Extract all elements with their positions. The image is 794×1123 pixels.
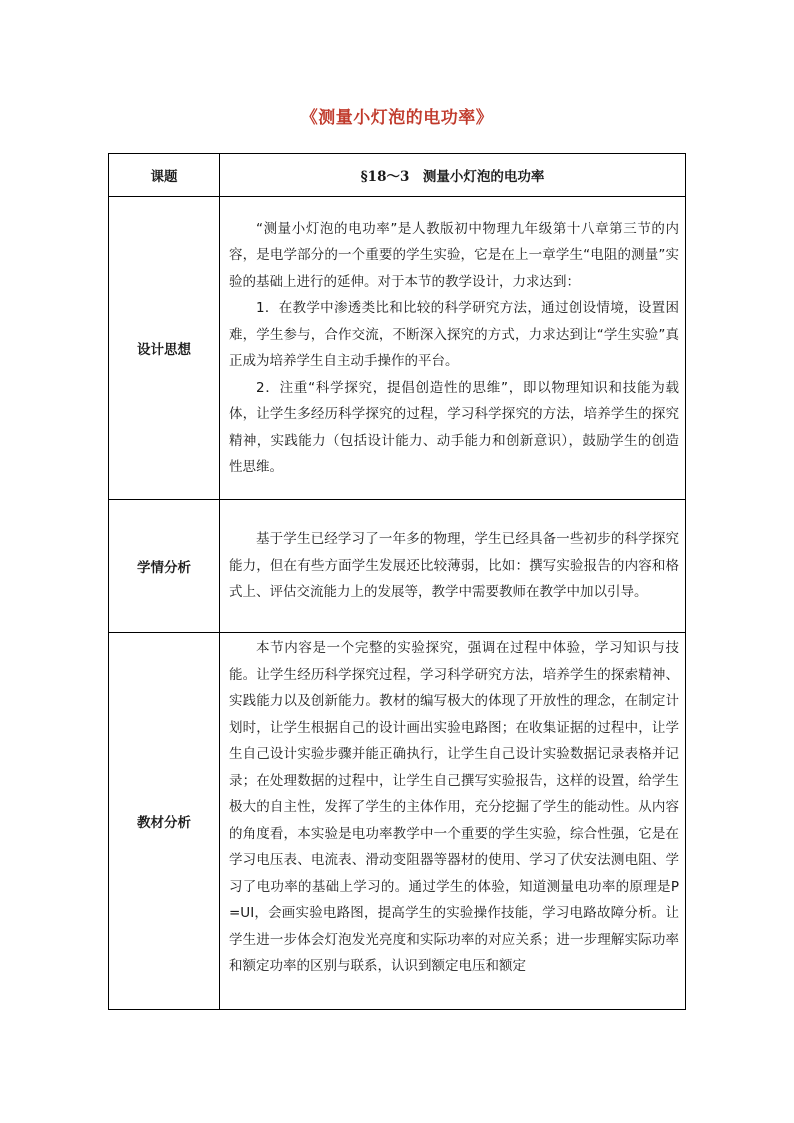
textbook-analysis-content [220, 633, 686, 1010]
table-row [109, 154, 686, 197]
design-idea-content [220, 197, 686, 500]
student-analysis-content [220, 500, 686, 633]
document-title: 《测量小灯泡的电功率》 [300, 108, 494, 128]
topic-value: §18～3 测量小灯泡的电功率 [220, 154, 686, 197]
table-row [109, 633, 686, 1010]
lesson-plan-table [108, 153, 686, 1010]
textbook-analysis-label: 教材分析 [109, 633, 220, 1010]
student-analysis-label: 学情分析 [109, 500, 220, 633]
paragraph: 本节内容是一个完整的实验探究，强调在过程中体验，学习知识与技能。让学生经历科学探究过程，学习科学研究方法，培养学生的探索精神、实践能力以及创新能力。教材的编写极大的体现了开放性的理念，在制定计划时，让学生根据自己的设计画出实验电路图；在收集证据的过程中，让学生自己设计实验步骤并能正确执行，让学生自己设计实验数据记录表格并记录；在处理数据的过程中，让学生自己撰写实验报告，这样的设置，给学生极大的自主性，发挥了学生的主体作用，充分挖掘了学生的能动性。从内容的角度看，本实验是电功率教学中一个重要的学生实验，综合性强，它是在学习电压表、电流表、滑动变阻器等器材的使用、学习了伏安法测电阻、学习了电功率的基础上学习的。通过学生的体验，知道测量电功率的原理是P=UI，会画实验电路图，提高学生的实验操作技能，学习电路故障分析。让学生进一步体会灯泡发光亮度和实际功率的对应关系；进一步理解实际功率和额定功率的区别与联系，认识到额定电压和额定 [229, 640, 679, 974]
paragraph: 1．在教学中渗透类比和比较的科学研究方法，通过创设情境，设置困难，学生参与，合作交流，不断深入探究的方式，力求达到让“学生实验”真正成为培养学生自主动手操作的平台。 [229, 300, 679, 369]
paragraph: 2．注重“科学探究，提倡创造性的思维”，即以物理知识和技能为载体，让学生多经历科学探究的过程，学习科学探究的方法，培养学生的探究精神，实践能力（包括设计能力、动手能力和创新意识），鼓励学生的创造性思维。 [229, 379, 679, 475]
paragraph: “测量小灯泡的电功率”是人教版初中物理九年级第十八章第三节的内容，是电学部分的一个重要的学生实验，它是在上一章学生“电阻的测量”实验的基础上进行的延伸。对于本节的教学设计，力求达到： [229, 220, 679, 290]
topic-label: 课题 [109, 154, 220, 197]
table-row [109, 500, 686, 633]
paragraph: 基于学生已经学习了一年多的物理，学生已经具备一些初步的科学探究能力，但在有些方面学生发展还比较薄弱，比如：撰写实验报告的内容和格式上、评估交流能力上的发展等，教学中需要教师在教学中加以引导。 [229, 531, 679, 601]
design-idea-label: 设计思想 [109, 197, 220, 500]
table-row [109, 197, 686, 500]
